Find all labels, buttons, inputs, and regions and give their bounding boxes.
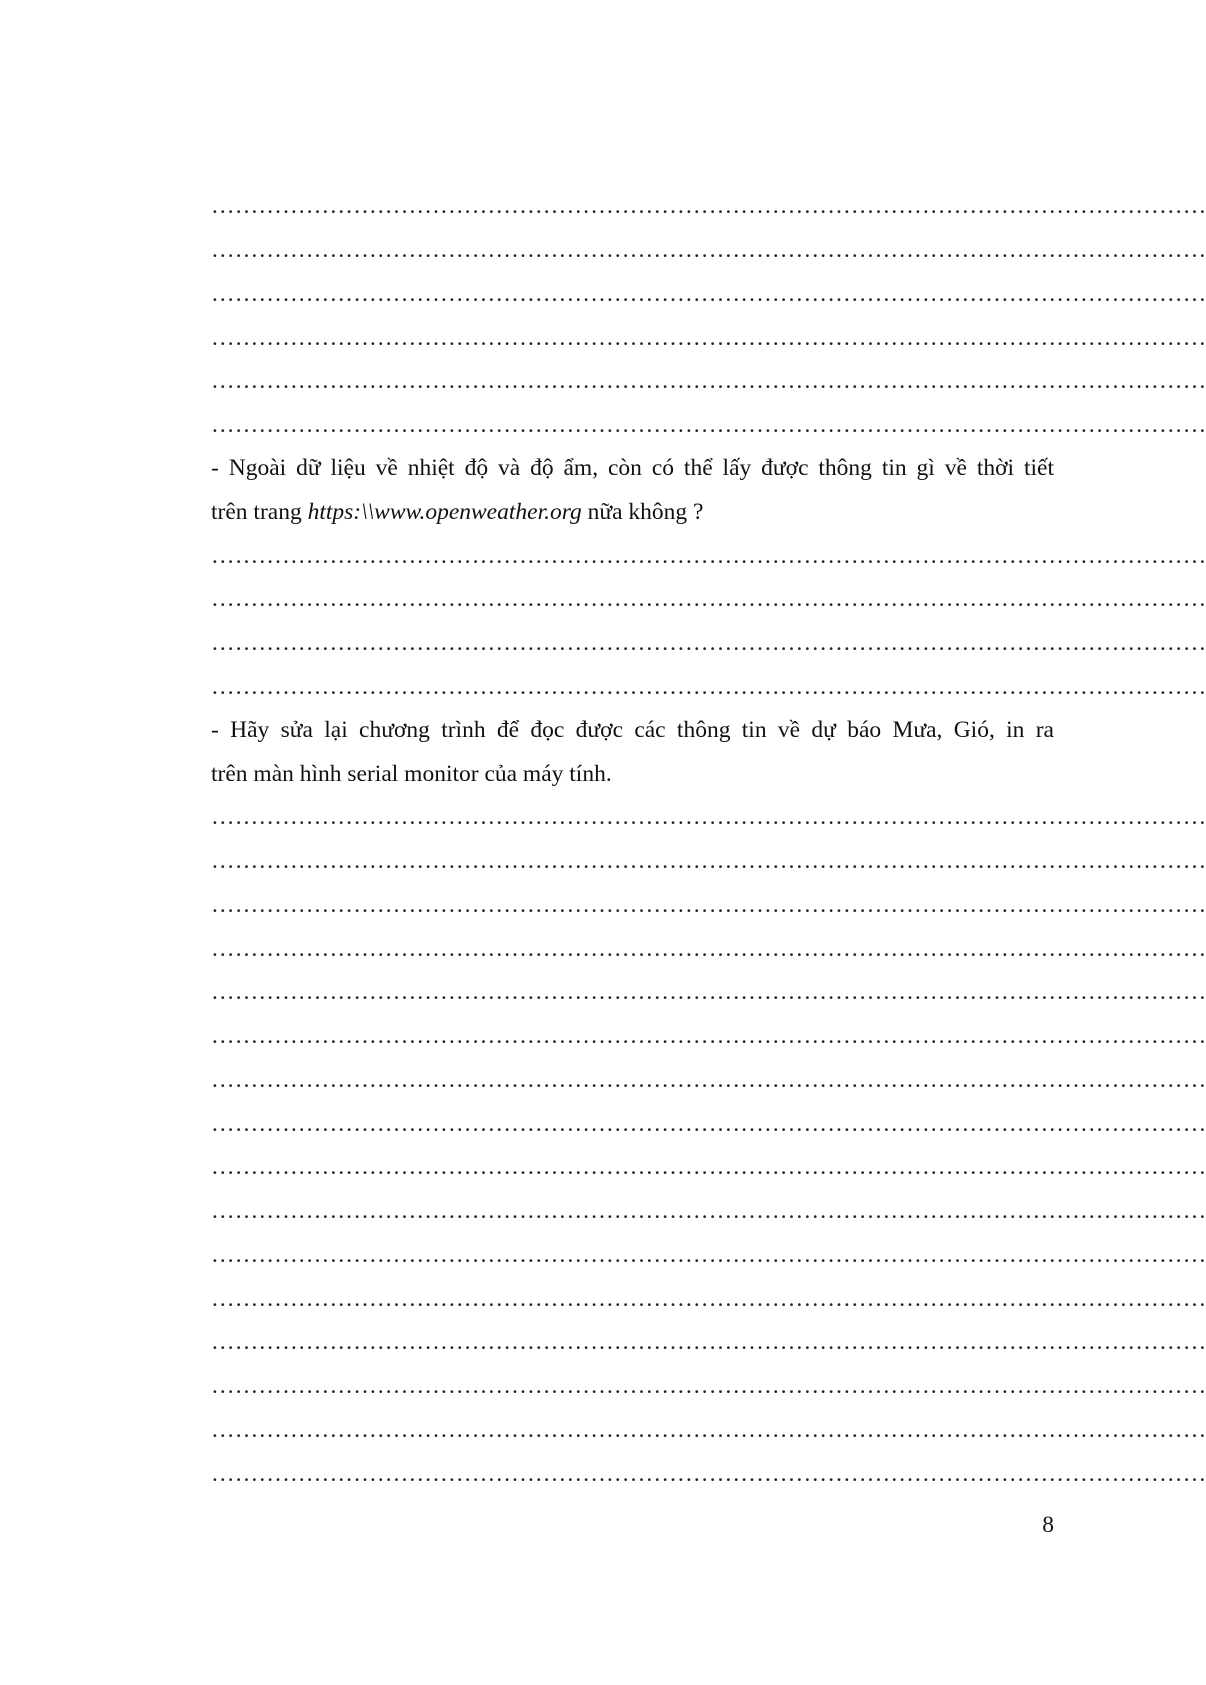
answer-line: ……………………………………………………………………………………………………………… [211, 1461, 1206, 1487]
question-1-line-2 [211, 491, 1054, 535]
answer-line: ……………………………………………………………………………………………………………… [211, 368, 1206, 394]
answer-line: ……………………………………………………………………………………………………………… [211, 1286, 1206, 1312]
answer-line: ……………………………………………………………………………………………………………… [211, 804, 1206, 830]
answer-line: ……………………………………………………………………………………………………………… [211, 1373, 1206, 1399]
answer-line: ……………………………………………………………………………………………………………… [211, 193, 1206, 219]
answer-line: ……………………………………………………………………………………………………………… [211, 1417, 1206, 1443]
answer-line: ……………………………………………………………………………………………………………… [211, 543, 1206, 569]
answer-line: ……………………………………………………………………………………………………………… [211, 1023, 1206, 1049]
answer-line: ……………………………………………………………………………………………………………… [211, 630, 1206, 656]
openweather-url: https:\\www.openweather.org [307, 498, 582, 525]
answer-line: ……………………………………………………………………………………………………………… [211, 1067, 1206, 1093]
answer-line: ……………………………………………………………………………………………………………… [211, 1242, 1206, 1268]
question-1 [211, 447, 1054, 534]
answer-line: ……………………………………………………………………………………………………………… [211, 237, 1206, 263]
answer-line: ……………………………………………………………………………………………………………… [211, 892, 1206, 918]
question-1-line-2-before: trên trang [211, 498, 308, 525]
question-2-line-2: trên màn hình serial monitor của máy tính. [211, 760, 612, 787]
page-number: 8 [1042, 1512, 1054, 1538]
question-1-line-2-after: nữa không ? [581, 498, 704, 525]
answer-line: ……………………………………………………………………………………………………………… [211, 412, 1206, 438]
answer-line: ……………………………………………………………………………………………………………… [211, 1111, 1206, 1137]
question-2-line-1: - Hãy sửa lại chương trình để đọc được các thông tin về dự báo Mưa, Gió, in ra [211, 717, 1054, 743]
answer-line: ……………………………………………………………………………………………………………… [211, 586, 1206, 612]
question-2 [211, 709, 1054, 796]
question-1-line-1: - Ngoài dữ liệu về nhiệt độ và độ ẩm, còn có thể lấy được thông tin gì về thời tiết [211, 455, 1054, 481]
answer-line: ……………………………………………………………………………………………………………… [211, 1154, 1206, 1180]
answer-line: ……………………………………………………………………………………………………………… [211, 979, 1206, 1005]
answer-line: ……………………………………………………………………………………………………………… [211, 281, 1206, 307]
answer-line: ……………………………………………………………………………………………………………… [211, 325, 1206, 351]
answer-line: ……………………………………………………………………………………………………………… [211, 674, 1206, 700]
answer-line: ……………………………………………………………………………………………………………… [211, 848, 1206, 874]
answer-line: ……………………………………………………………………………………………………………… [211, 1329, 1206, 1355]
answer-line: ……………………………………………………………………………………………………………… [211, 1198, 1206, 1224]
answer-line: ……………………………………………………………………………………………………………… [211, 936, 1206, 962]
